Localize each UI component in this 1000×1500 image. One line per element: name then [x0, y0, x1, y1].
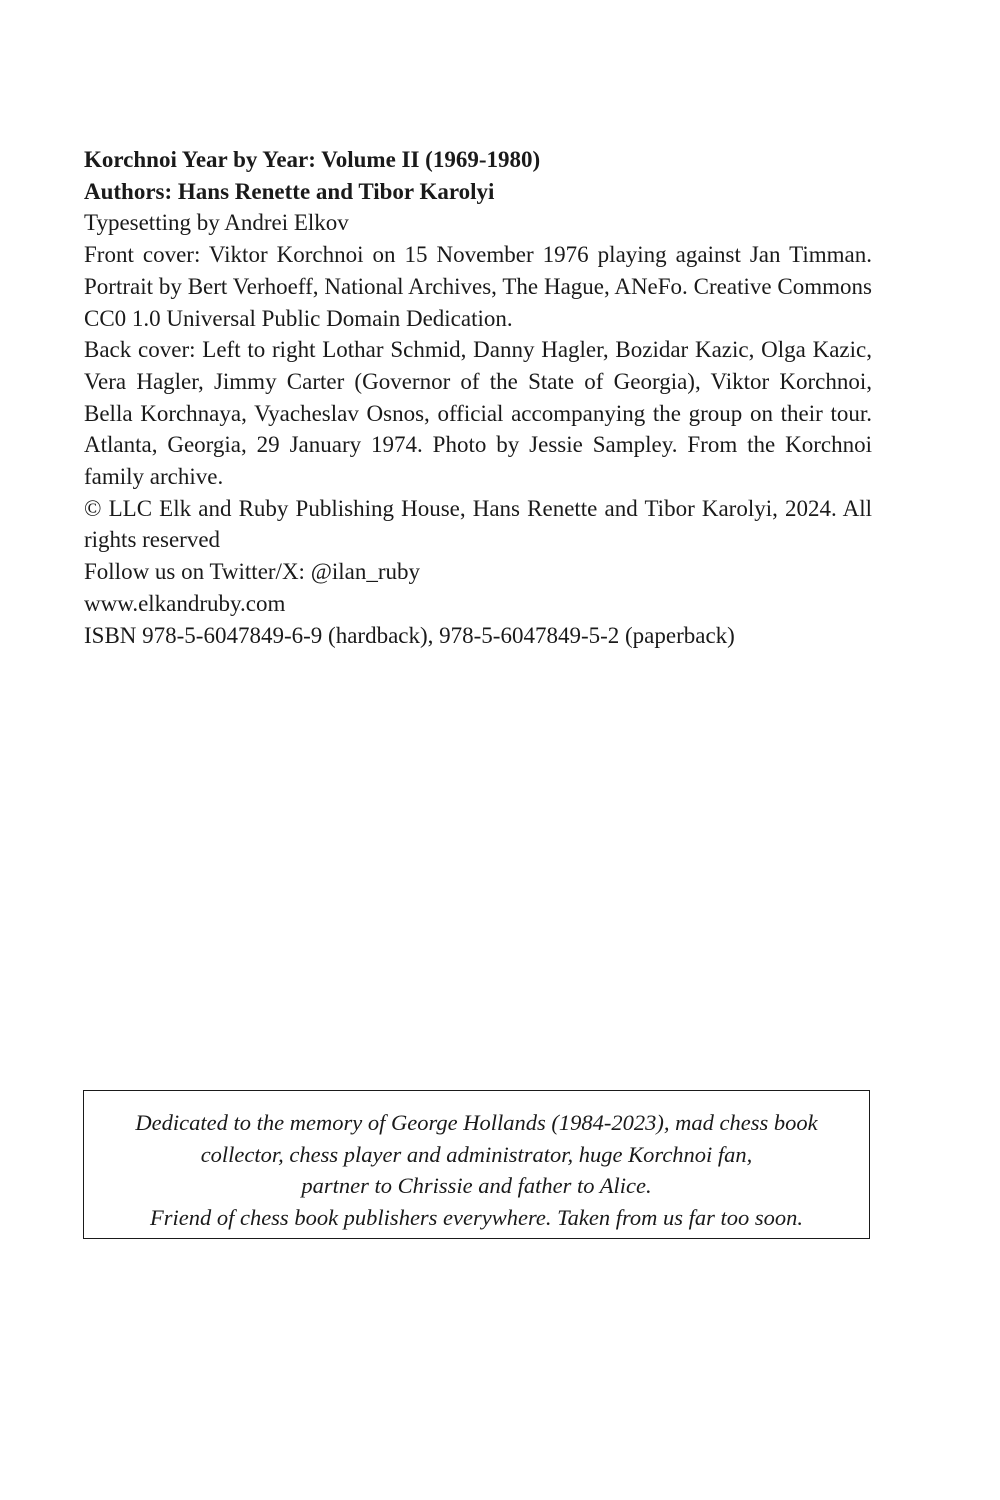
- dedication-line: partner to Chrissie and father to Alice.: [301, 1173, 652, 1198]
- isbn-line: ISBN 978-5-6047849-6-9 (hardback), 978-5-6047849-5-2 (paperback): [84, 622, 735, 648]
- book-authors: Authors: Hans Renette and Tibor Karolyi: [84, 178, 495, 204]
- dedication-line: collector, chess player and administrator, huge Korchnoi fan,: [200, 1141, 753, 1167]
- front-cover-credit: Front cover: Viktor Korchnoi on 15 November 1976 playing against Jan Timman. Portrait by Bert Verhoeff, National Archives, The Hague, ANeFo. Creative Commons CC0 1.0 Universal Public Domain Dedication.: [84, 242, 872, 331]
- imprint-block: [84, 144, 872, 651]
- dedication-line: Dedicated to the memory of George Hollands (1984-2023), mad chess book: [135, 1110, 818, 1135]
- website-url: www.elkandruby.com: [84, 590, 286, 616]
- twitter-handle: Follow us on Twitter/X: @ilan_ruby: [84, 559, 421, 585]
- copyright-notice: © LLC Elk and Ruby Publishing House, Hans Renette and Tibor Karolyi, 2024. All rights reserved: [84, 495, 872, 553]
- dedication-line: Friend of chess book publishers everywhere. Taken from us far too soon.: [149, 1204, 804, 1230]
- typesetting-credit: Typesetting by Andrei Elkov: [84, 210, 349, 236]
- back-cover-credit: Back cover: Left to right Lothar Schmid, Danny Hagler, Bozidar Kazic, Olga Kazic, Vera Hagler, Jimmy Carter (Governor of the State of Georgia), Viktor Korchnoi, Bella Korchnaya, Vyacheslav Osnos, official accompanying the group on their tour. Atlanta, Georgia, 29 January 1974. Photo by Jessie Sampley. From the Korchnoi family archive.: [84, 337, 872, 490]
- dedication-box: [83, 1090, 870, 1239]
- book-title: Korchnoi Year by Year: Volume II (1969-1980): [84, 147, 541, 172]
